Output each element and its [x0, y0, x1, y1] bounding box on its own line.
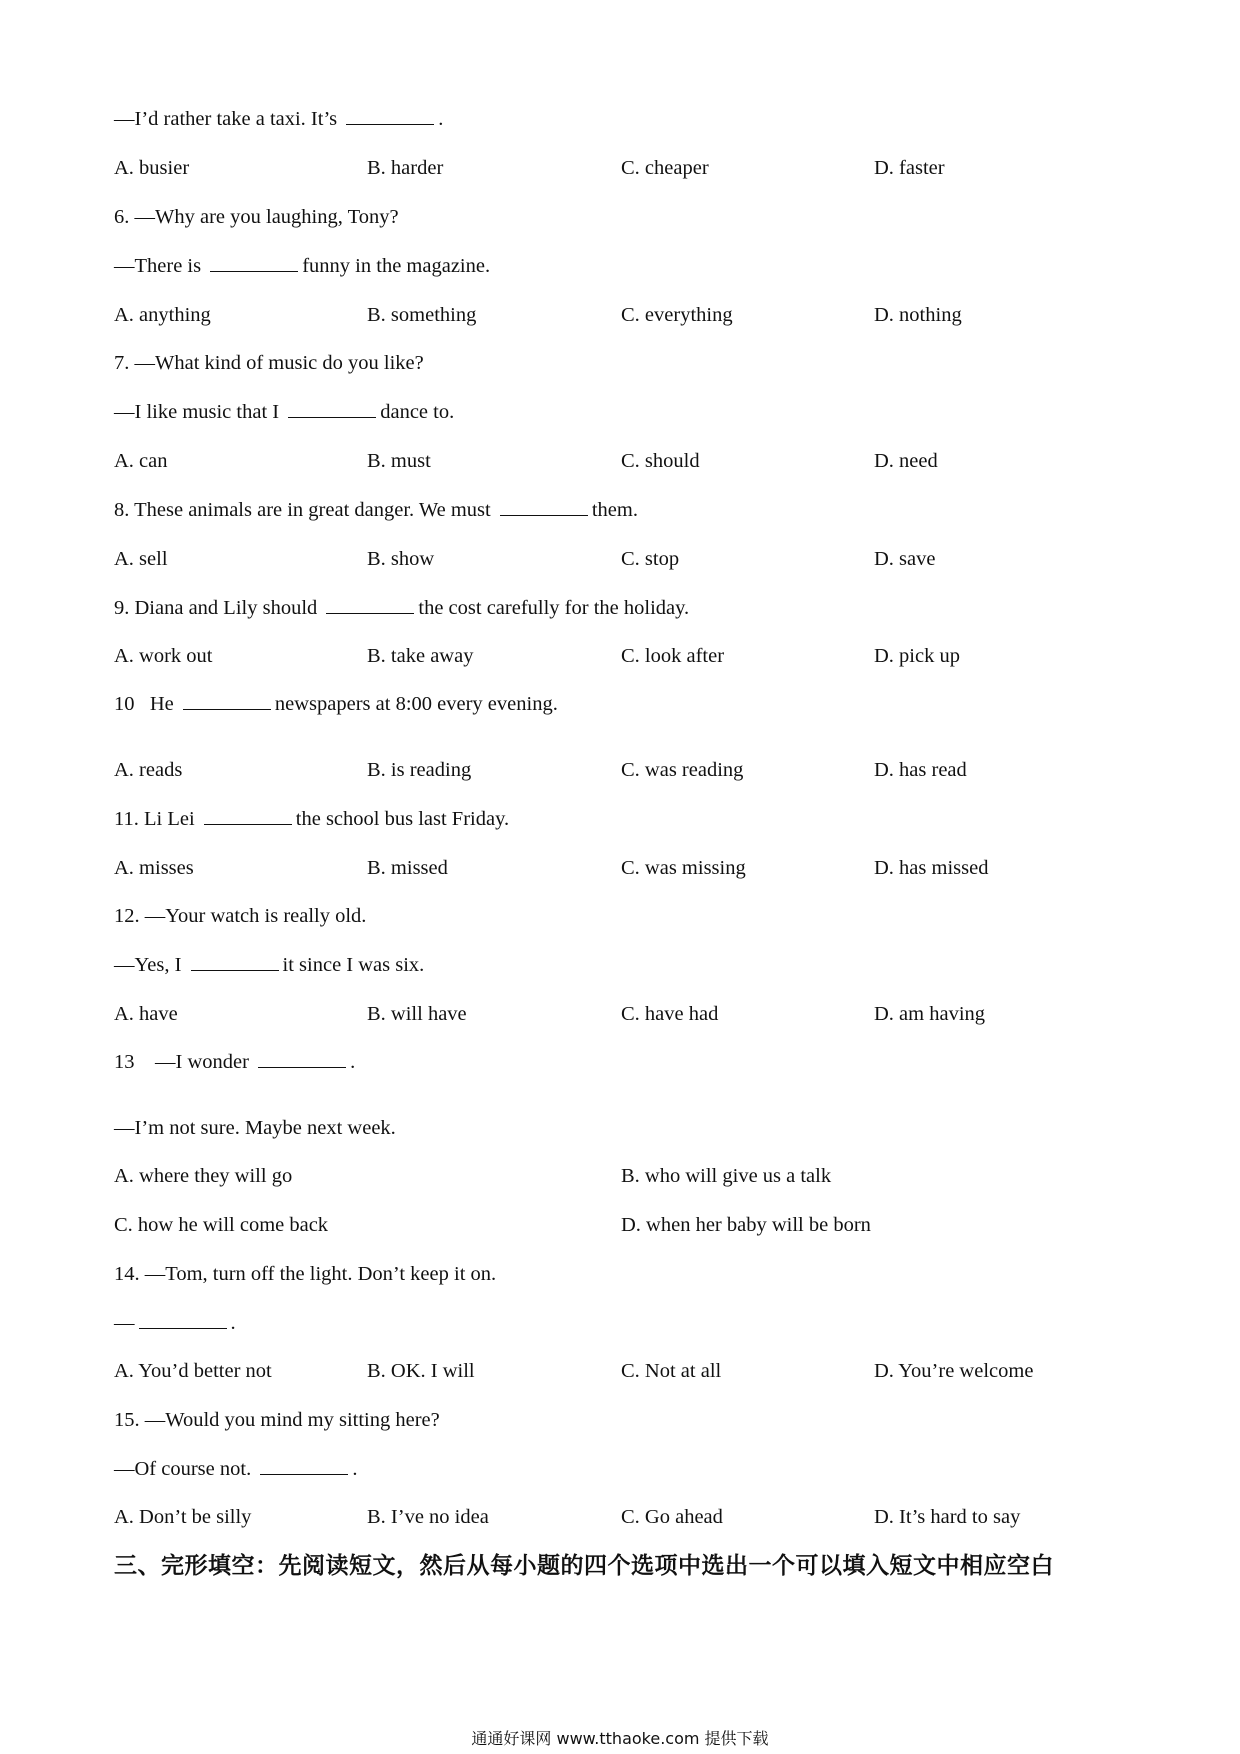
question-7-answer-line: —I like music that I dance to. — [114, 401, 455, 423]
option-b: B. I’ve no idea — [367, 1506, 489, 1528]
option-d: D. need — [874, 450, 938, 472]
option-a: A. can — [114, 450, 168, 472]
answer-blank — [210, 255, 298, 272]
option-d: D. You’re welcome — [874, 1360, 1034, 1382]
option-a: A. sell — [114, 548, 168, 570]
option-b: B. harder — [367, 157, 444, 179]
option-c: C. have had — [621, 1003, 719, 1025]
question-13-answer: —I’m not sure. Maybe next week. — [114, 1117, 396, 1139]
option-c: C. everything — [621, 304, 733, 326]
option-a: A. have — [114, 1003, 178, 1025]
option-d: D. save — [874, 548, 936, 570]
option-a: A. where they will go — [114, 1165, 293, 1187]
option-d: D. faster — [874, 157, 945, 179]
option-d: D. has read — [874, 759, 967, 781]
question-14-prompt: 14. —Tom, turn off the light. Don’t keep it on. — [114, 1263, 497, 1285]
question-12-answer-line: —Yes, I it since I was six. — [114, 954, 425, 976]
option-d: D. It’s hard to say — [874, 1506, 1021, 1528]
question-8-prompt: 8. These animals are in great danger. We must them. — [114, 499, 638, 521]
answer-blank — [346, 108, 434, 125]
option-b: B. take away — [367, 645, 474, 667]
option-c: C. was reading — [621, 759, 744, 781]
question-15-answer-line: —Of course not. . — [114, 1458, 358, 1480]
option-a: A. You’d better not — [114, 1360, 272, 1382]
option-b: B. will have — [367, 1003, 467, 1025]
option-b: B. OK. I will — [367, 1360, 475, 1382]
option-c: C. should — [621, 450, 700, 472]
question-9-prompt: 9. Diana and Lily should the cost carefully for the holiday. — [114, 597, 690, 619]
option-a: A. work out — [114, 645, 213, 667]
question-15-prompt: 15. —Would you mind my sitting here? — [114, 1409, 440, 1431]
option-b: B. who will give us a talk — [621, 1165, 832, 1187]
answer-blank — [139, 1312, 227, 1329]
question-6-answer-line: —There is funny in the magazine. — [114, 255, 491, 277]
option-b: B. must — [367, 450, 431, 472]
answer-blank — [258, 1051, 346, 1068]
option-a: A. anything — [114, 304, 211, 326]
option-b: B. is reading — [367, 759, 472, 781]
question-13-prompt: 13 —I wonder . — [114, 1051, 356, 1073]
answer-blank — [260, 1458, 348, 1475]
option-a: A. busier — [114, 157, 190, 179]
option-c: C. look after — [621, 645, 725, 667]
option-d: D. am having — [874, 1003, 986, 1025]
option-a: A. misses — [114, 857, 194, 879]
answer-blank — [191, 954, 279, 971]
question-6-prompt: 6. —Why are you laughing, Tony? — [114, 206, 399, 228]
answer-blank — [326, 597, 414, 614]
option-c: C. was missing — [621, 857, 746, 879]
option-b: B. something — [367, 304, 477, 326]
question-7-prompt: 7. —What kind of music do you like? — [114, 352, 424, 374]
question-11-prompt: 11. Li Lei the school bus last Friday. — [114, 808, 510, 830]
answer-blank — [204, 808, 292, 825]
option-d: D. when her baby will be born — [621, 1214, 871, 1236]
option-a: A. Don’t be silly — [114, 1506, 252, 1528]
option-c: C. Not at all — [621, 1360, 722, 1382]
question-12-prompt: 12. —Your watch is really old. — [114, 905, 367, 927]
option-c: C. cheaper — [621, 157, 709, 179]
page-footer: 通通好课网 www.tthaoke.com 提供下载 — [471, 1729, 769, 1748]
option-d: D. has missed — [874, 857, 989, 879]
option-c: C. stop — [621, 548, 680, 570]
question-14-answer-line: — . — [114, 1312, 236, 1334]
option-d: D. nothing — [874, 304, 962, 326]
section-heading: 三、完形填空：先阅读短文，然后从每小题的四个选项中选出一个可以填入短文中相应空白 — [114, 1553, 1054, 1579]
option-d: D. pick up — [874, 645, 960, 667]
option-b: B. missed — [367, 857, 448, 879]
option-c: C. how he will come back — [114, 1214, 329, 1236]
answer-blank — [288, 401, 376, 418]
option-c: C. Go ahead — [621, 1506, 723, 1528]
question-10-prompt: 10 He newspapers at 8:00 every evening. — [114, 693, 558, 715]
question-5-answer-line: —I’d rather take a taxi. It’s . — [114, 108, 444, 130]
option-b: B. show — [367, 548, 435, 570]
option-a: A. reads — [114, 759, 183, 781]
answer-blank — [183, 693, 271, 710]
answer-blank — [500, 499, 588, 516]
